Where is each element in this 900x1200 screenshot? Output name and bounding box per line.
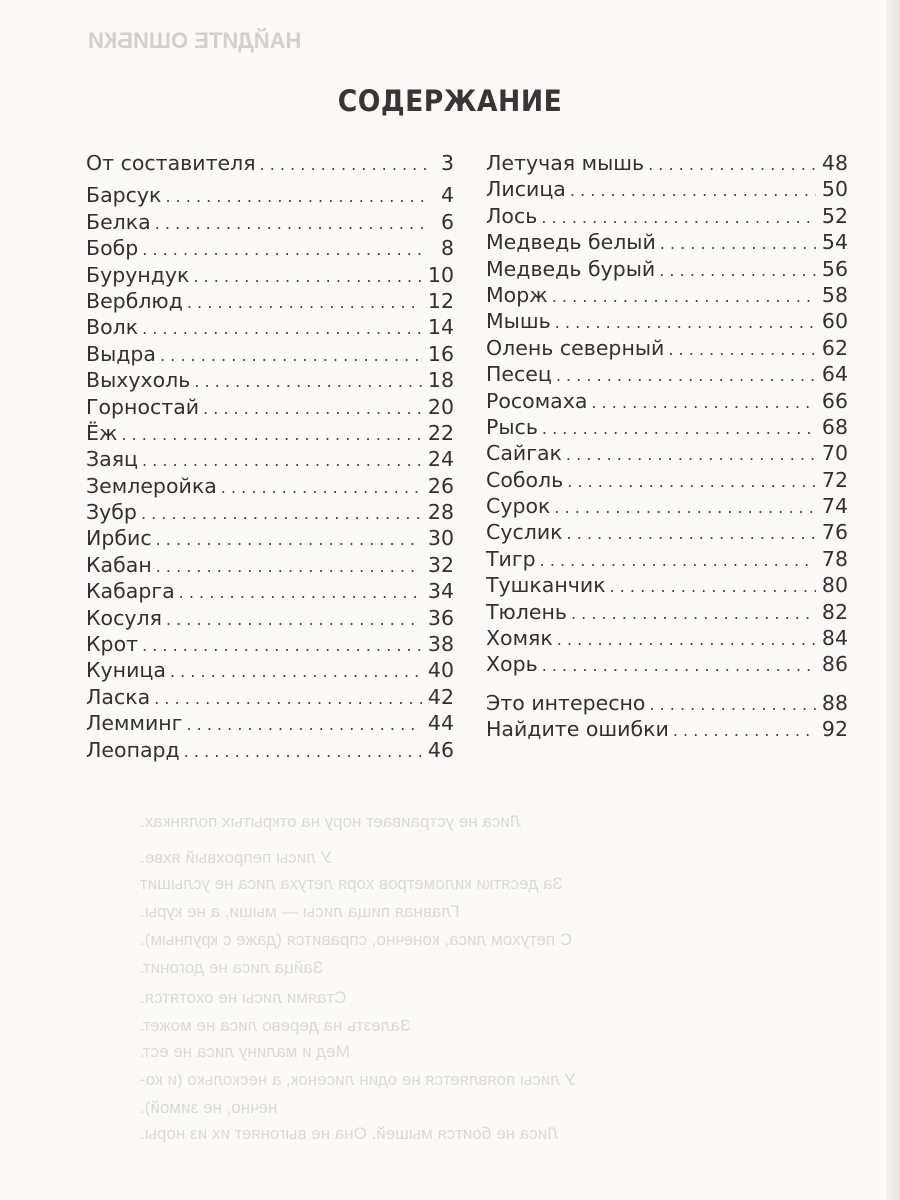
toc-entry-label: Белка <box>86 209 151 234</box>
leader-dots <box>541 205 816 231</box>
toc-entry-label: Лемминг <box>86 711 183 736</box>
toc-entry-page: 18 <box>427 368 454 393</box>
leader-dots <box>142 633 422 659</box>
toc-entry-label: Тушканчик <box>486 573 606 598</box>
toc-entry-page: 82 <box>821 599 848 624</box>
toc-entry-page: 44 <box>427 711 454 736</box>
toc-entry[interactable] <box>86 288 454 314</box>
leader-dots <box>156 554 422 580</box>
toc-entry-page: 14 <box>427 315 454 340</box>
toc-right-column <box>486 150 848 743</box>
toc-entry[interactable] <box>486 519 848 545</box>
toc-entry-page: 76 <box>821 520 848 545</box>
bleed-through-line: Лиса не боится мышей. Она не выгоняет их из норы. <box>140 1124 559 1143</box>
toc-entry-page: 92 <box>821 717 848 742</box>
toc-entry-page: 28 <box>427 500 454 525</box>
toc-entry-label: Барсук <box>86 183 162 208</box>
toc-entry-label: Мышь <box>486 309 551 334</box>
leader-dots <box>648 152 816 178</box>
bleed-through-header: НАЙДИТЕ ОШИБКИ <box>88 28 302 53</box>
toc-entry-page: 74 <box>821 494 848 519</box>
toc-entry[interactable] <box>86 235 454 261</box>
toc-entry[interactable] <box>486 625 848 651</box>
leader-dots <box>156 527 422 553</box>
toc-entry-page: 84 <box>821 626 848 651</box>
toc-entry[interactable] <box>486 388 848 414</box>
leader-dots <box>591 390 815 416</box>
leader-dots <box>649 692 815 718</box>
toc-entry-page: 80 <box>821 573 848 598</box>
toc-entry-label: Кабарга <box>86 579 175 604</box>
toc-entry[interactable] <box>86 578 454 604</box>
toc-entry[interactable] <box>86 657 454 683</box>
leader-dots <box>154 686 422 712</box>
toc-entry-page: 38 <box>427 632 454 657</box>
toc-entry-label: Росомаха <box>486 388 588 413</box>
bleed-through-line: Лиса не устраивает нору на открытых полянках. <box>140 812 521 831</box>
toc-entry[interactable] <box>86 525 454 551</box>
toc-entry-label: Волк <box>86 315 139 340</box>
toc-entry[interactable] <box>86 150 454 176</box>
toc-entry[interactable] <box>486 150 848 176</box>
toc-entry-label: Куница <box>86 658 166 683</box>
toc-entry-label: Кабан <box>86 552 152 577</box>
toc-entry[interactable] <box>486 467 848 493</box>
leader-dots <box>554 495 816 521</box>
leader-dots <box>556 363 816 389</box>
toc-entry-page: 62 <box>821 335 848 360</box>
bleed-through-line: У лисы появляется не один лисенок, а несколько (и ко- <box>140 1070 576 1089</box>
toc-entry[interactable] <box>86 737 454 763</box>
toc-entry-page: 60 <box>821 309 848 334</box>
toc-entry[interactable] <box>486 282 848 308</box>
toc-entry-page: 72 <box>821 467 848 492</box>
toc-entry[interactable] <box>486 651 848 677</box>
leader-dots <box>179 580 422 606</box>
toc-entry-label: Землеройка <box>86 473 217 498</box>
toc-entry-page: 6 <box>440 209 454 234</box>
leader-dots <box>186 712 421 738</box>
leader-dots <box>552 284 816 310</box>
bleed-through-line: Зайца лиса не догонит. <box>140 958 323 977</box>
leader-dots <box>221 475 422 501</box>
toc-entry[interactable] <box>486 203 848 229</box>
toc-entry[interactable] <box>86 552 454 578</box>
toc-entry-page: 68 <box>821 414 848 439</box>
leader-dots <box>570 178 816 204</box>
toc-entry[interactable] <box>486 414 848 440</box>
leader-dots <box>160 343 422 369</box>
toc-entry[interactable] <box>486 440 848 466</box>
toc-entry-appendix[interactable] <box>486 716 848 742</box>
toc-entry-page: 58 <box>821 282 848 307</box>
toc-entry-page: 64 <box>821 362 848 387</box>
toc-entry-label: Выдра <box>86 341 156 366</box>
toc-entry-label: От составителя <box>86 151 256 175</box>
toc-entry[interactable] <box>486 361 848 387</box>
toc-entry[interactable] <box>86 209 454 235</box>
leader-dots <box>142 237 426 263</box>
toc-entry-label: Тюлень <box>486 599 567 624</box>
toc-entry-label: Медведь бурый <box>486 256 656 281</box>
toc-entry-page: 70 <box>821 441 848 466</box>
leader-dots <box>540 548 816 574</box>
toc-entry[interactable] <box>86 341 454 367</box>
toc-entry-page: 24 <box>427 447 454 472</box>
toc-entry-page: 22 <box>427 420 454 445</box>
toc-entry-page: 26 <box>427 473 454 498</box>
leader-dots <box>567 469 816 495</box>
toc-entry-page: 86 <box>821 652 848 677</box>
toc-entry-label: Хомяк <box>486 626 553 651</box>
toc-entry-label: Это интересно <box>486 690 646 715</box>
toc-entry-label: Верблюд <box>86 288 183 313</box>
leader-dots <box>141 501 422 527</box>
toc-entry-label: Соболь <box>486 467 564 492</box>
toc-entry[interactable] <box>86 394 454 420</box>
leader-dots <box>193 264 421 290</box>
leader-dots <box>542 416 816 442</box>
leader-dots <box>121 422 421 448</box>
toc-entry[interactable] <box>486 546 848 572</box>
toc-entry[interactable] <box>486 572 848 598</box>
leader-dots <box>571 601 816 627</box>
toc-entry-page: 30 <box>427 526 454 551</box>
leader-dots <box>187 290 422 316</box>
toc-entry-label: Найдите ошибки <box>486 717 669 742</box>
toc-entry-page: 48 <box>821 151 848 175</box>
toc-entry[interactable] <box>486 599 848 625</box>
toc-entry-page: 88 <box>821 690 848 715</box>
toc-entry[interactable] <box>486 256 848 282</box>
leader-dots <box>166 607 422 633</box>
toc-entry[interactable] <box>86 182 454 208</box>
toc-entry-label: Сайгак <box>486 441 562 466</box>
bleed-through-line: нечно, не зимой). <box>140 1098 278 1117</box>
toc-entry[interactable] <box>486 493 848 519</box>
leader-dots <box>194 369 422 395</box>
toc-entry-label: Леопард <box>86 737 180 762</box>
leader-dots <box>142 448 422 474</box>
toc-entry[interactable] <box>86 262 454 288</box>
toc-entry[interactable] <box>86 446 454 472</box>
leader-dots <box>184 739 422 765</box>
toc-entry[interactable] <box>86 499 454 525</box>
toc-entry-label: Песец <box>486 362 552 387</box>
toc-entry[interactable] <box>86 420 454 446</box>
toc-entry[interactable] <box>86 473 454 499</box>
leader-dots <box>557 627 816 653</box>
toc-entry-page: 54 <box>821 230 848 255</box>
leader-dots <box>203 396 422 422</box>
bleed-through-line: Мед и малину лиса не ест. <box>140 1042 350 1061</box>
toc-entry-page: 12 <box>427 288 454 313</box>
leader-dots <box>542 653 816 679</box>
toc-entry-label: Хорь <box>486 652 538 677</box>
toc-entry-page: 10 <box>427 262 454 287</box>
toc-entry[interactable] <box>86 605 454 631</box>
toc-entry[interactable] <box>86 631 454 657</box>
toc-entry-label: Суслик <box>486 520 563 545</box>
toc-entry-page: 3 <box>440 151 454 175</box>
toc-entry[interactable] <box>486 335 848 361</box>
leader-dots <box>260 152 426 178</box>
toc-entry-page: 40 <box>427 658 454 683</box>
leader-dots <box>660 231 816 257</box>
toc-left-column <box>86 150 454 763</box>
toc-entry-page: 4 <box>440 183 454 208</box>
toc-entry-label: Олень северный <box>486 335 665 360</box>
bleed-through-line: Залезть на дерево лиса не может. <box>140 1016 411 1035</box>
leader-dots <box>668 337 816 363</box>
toc-entry-label: Лось <box>486 203 538 228</box>
toc-entry-page: 20 <box>427 394 454 419</box>
toc-entry-label: Зубр <box>86 500 137 525</box>
toc-entry-label: Бобр <box>86 236 139 261</box>
toc-entry-page: 50 <box>821 177 848 202</box>
bleed-through-line: У лисы пепрохвый яхве. <box>140 848 332 867</box>
page-edge-shadow <box>886 0 900 1200</box>
toc-entry-page: 56 <box>821 256 848 281</box>
toc-entry-label: Бурундук <box>86 262 190 287</box>
toc-entry-appendix[interactable] <box>486 690 848 716</box>
toc-entry-label: Лисица <box>486 177 566 202</box>
toc-entry[interactable] <box>86 684 454 710</box>
leader-dots <box>659 258 816 284</box>
toc-entry-label: Ласка <box>86 684 151 709</box>
toc-entry-label: Выхухоль <box>86 368 191 393</box>
toc-entry[interactable] <box>486 229 848 255</box>
toc-entry-label: Ёж <box>86 420 118 445</box>
toc-entry-page: 16 <box>427 341 454 366</box>
toc-entry-page: 42 <box>427 684 454 709</box>
bleed-through-line: С петухом лиса, конечно, справится (даже с крупным). <box>140 930 573 949</box>
toc-entry-page: 78 <box>821 546 848 571</box>
toc-entry[interactable] <box>486 176 848 202</box>
toc-entry-page: 32 <box>427 552 454 577</box>
bleed-through-line: Стаями лисы не охотятся. <box>140 988 347 1007</box>
toc-entry-page: 8 <box>440 236 454 261</box>
bleed-through-line: Главная пища лисы — мыши, а не куры. <box>140 902 460 921</box>
toc-entry-label: Рысь <box>486 414 538 439</box>
toc-entry-label: Косуля <box>86 605 162 630</box>
toc-entry-label: Крот <box>86 632 139 657</box>
page-title: СОДЕРЖАНИЕ <box>337 84 563 118</box>
leader-dots <box>567 521 816 547</box>
leader-dots <box>610 574 816 600</box>
leader-dots <box>165 184 426 210</box>
toc-entry-label: Заяц <box>86 447 138 472</box>
toc-entry-label: Медведь белый <box>486 230 656 255</box>
toc-entry-page: 36 <box>427 605 454 630</box>
toc-entry[interactable] <box>486 308 848 334</box>
toc-entry-label: Горностай <box>86 394 200 419</box>
toc-entry-label: Летучая мышь <box>486 151 645 175</box>
toc-entry-label: Сурок <box>486 494 551 519</box>
toc-entry[interactable] <box>86 367 454 393</box>
leader-dots <box>673 718 816 744</box>
toc-entry-page: 34 <box>427 579 454 604</box>
leader-dots <box>170 659 422 685</box>
leader-dots <box>555 310 816 336</box>
leader-dots <box>142 316 422 342</box>
toc-entry-page: 66 <box>821 388 848 413</box>
toc-entry[interactable] <box>86 314 454 340</box>
toc-entry-label: Морж <box>486 282 548 307</box>
toc-entry-page: 46 <box>427 737 454 762</box>
toc-entry[interactable] <box>86 710 454 736</box>
leader-dots <box>566 442 816 468</box>
toc-entry-label: Ирбис <box>86 526 152 551</box>
toc-entry-label: Тигр <box>486 546 536 571</box>
toc-entry-page: 52 <box>821 203 848 228</box>
bleed-through-line: За десятки километров хоря летуха лиса не услышит <box>140 874 563 893</box>
leader-dots <box>155 211 426 237</box>
